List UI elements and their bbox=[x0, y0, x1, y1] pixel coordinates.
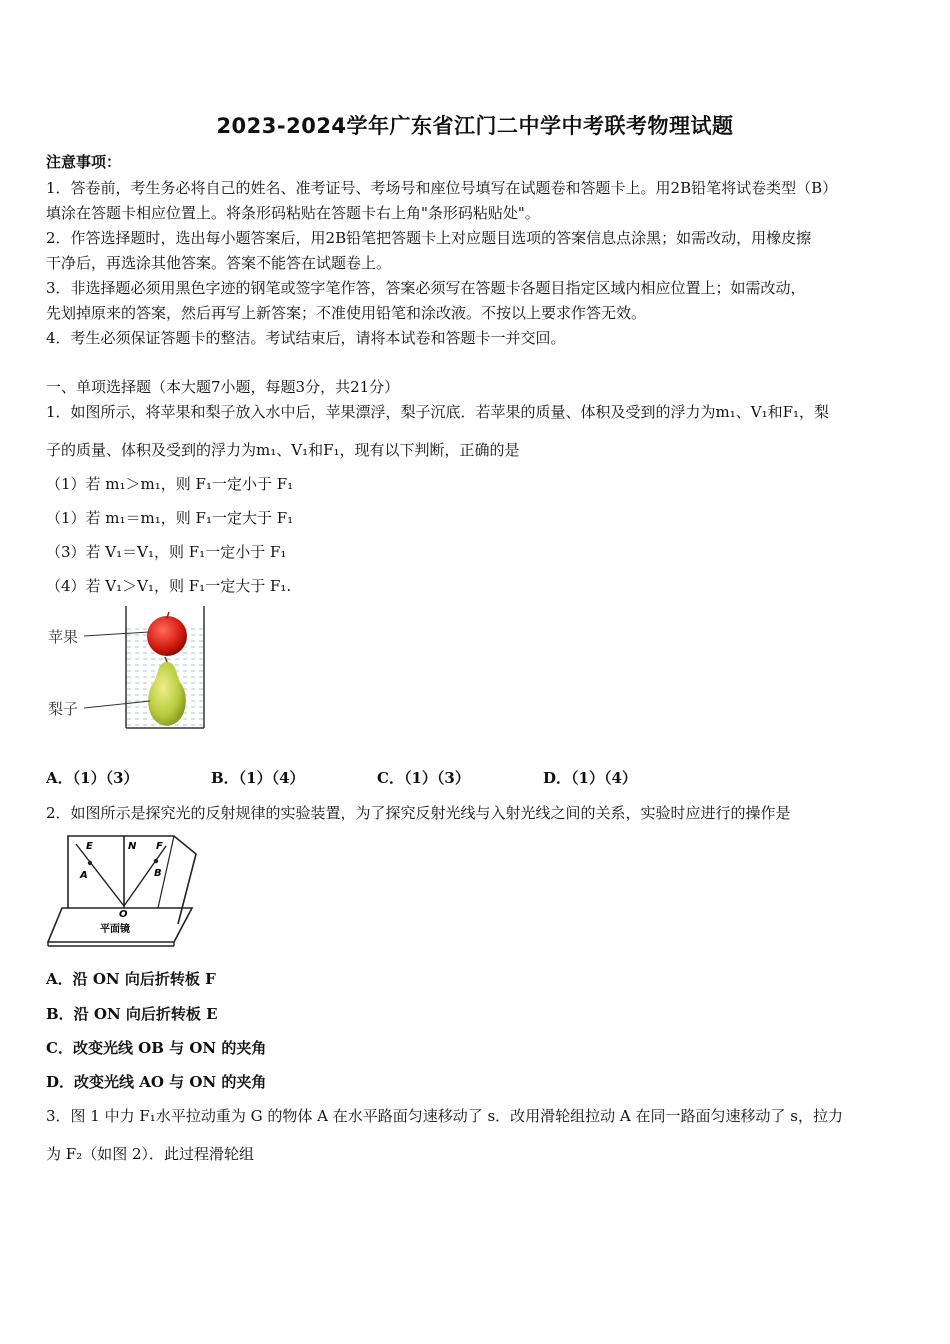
board-e bbox=[68, 836, 124, 908]
q1-option-d[interactable]: D．（1）（4） bbox=[543, 769, 637, 787]
notice-line: 填涂在答题卡相应位置上。将条形码粘贴在答题卡右上角"条形码粘贴处"。 bbox=[46, 204, 540, 222]
reflection-figure bbox=[46, 832, 206, 952]
label-a: A bbox=[80, 870, 88, 881]
q1-statement: （1）若 m₁＝m₁，则 F₁一定大于 F₁ bbox=[46, 509, 294, 527]
page-title: 2023-2024学年广东省江门二中学中考联考物理试题 bbox=[216, 114, 734, 138]
apple-pear-figure bbox=[46, 602, 216, 732]
q1-statement: （4）若 V₁＞V₁，则 F₁一定大于 F₁. bbox=[46, 577, 292, 595]
label-o: O bbox=[119, 909, 128, 920]
q2-stem: 2．如图所示是探究光的反射规律的实验装置，为了探究反射光线与入射光线之间的关系，实验时应进行的操作是 bbox=[46, 804, 791, 822]
q1-option-b[interactable]: B．（1）（4） bbox=[211, 769, 305, 787]
label-e: E bbox=[86, 841, 93, 852]
q1-statement: （1）若 m₁＞m₁，则 F₁一定小于 F₁ bbox=[46, 475, 294, 493]
notice-line: 先划掉原来的答案，然后再写上新答案；不准使用铅笔和涂改液。不按以上要求作答无效。 bbox=[46, 304, 647, 322]
q1-option-a[interactable]: A．（1）（3） bbox=[46, 769, 139, 787]
label-f: F bbox=[156, 841, 163, 852]
notice-line: 干净后，再选涂其他答案。答案不能答在试题卷上。 bbox=[46, 254, 392, 272]
q1-stem: 1．如图所示，将苹果和梨子放入水中后，苹果漂浮，梨子沉底．若苹果的质量、体积及受到的浮力为m₁、V₁和F₁，梨 bbox=[46, 403, 830, 421]
q2-option-c[interactable]: C．改变光线 OB 与 ON 的夹角 bbox=[46, 1039, 267, 1057]
q2-option-b[interactable]: B．沿 ON 向后折转板 E bbox=[46, 1005, 218, 1023]
notice-heading: 注意事项： bbox=[46, 153, 122, 171]
q1-stem: 子的质量、体积及受到的浮力为m₁、V₁和F₁，现有以下判断，正确的是 bbox=[46, 441, 520, 459]
apple bbox=[147, 616, 187, 656]
notice-line: 3．非选择题必须用黑色字迹的钢笔或签字笔作答，答案必须写在答题卡各题目指定区域内相应位置上；如需改动， bbox=[46, 279, 806, 297]
q1-statement: （3）若 V₁＝V₁，则 F₁一定小于 F₁ bbox=[46, 543, 287, 561]
notice-line: 1．答卷前，考生务必将自己的姓名、准考证号、考场号和座位号填写在试题卷和答题卡上。用2B铅笔将试卷类型（B） bbox=[46, 179, 838, 197]
pear-label: 梨子 bbox=[48, 700, 79, 718]
label-mirror: 平面镜 bbox=[100, 924, 130, 935]
apple-label: 苹果 bbox=[48, 628, 79, 646]
label-n: N bbox=[128, 841, 137, 852]
q3-stem: 3．图 1 中力 F₁水平拉动重为 G 的物体 A 在水平路面匀速移动了 s．改用滑轮组拉动 A 在同一路面匀速移动了 s，拉力 bbox=[46, 1107, 844, 1125]
label-b: B bbox=[154, 868, 162, 879]
notice-line: 4．考生必须保证答题卡的整洁。考试结束后，请将本试卷和答题卡一并交回。 bbox=[46, 329, 566, 347]
section-heading: 一、单项选择题（本大题7小题，每题3分，共21分） bbox=[46, 378, 400, 396]
q2-option-a[interactable]: A．沿 ON 向后折转板 F bbox=[46, 970, 216, 988]
notice-line: 2．作答选择题时，选出每小题答案后，用2B铅笔把答题卡上对应题目选项的答案信息点涂黑；如需改动，用橡皮擦 bbox=[46, 229, 812, 247]
q2-option-d[interactable]: D．改变光线 AO 与 ON 的夹角 bbox=[46, 1073, 267, 1091]
q3-stem: 为 F₂（如图 2）．此过程滑轮组 bbox=[46, 1145, 255, 1163]
q1-option-c[interactable]: C．（1）（3） bbox=[377, 769, 470, 787]
